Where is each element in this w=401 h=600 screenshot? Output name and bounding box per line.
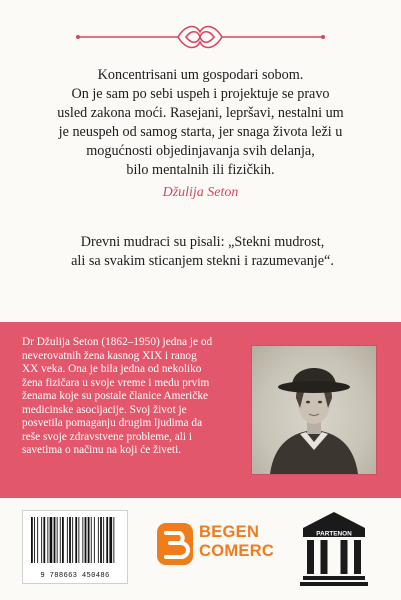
barcode-bar [67,517,68,563]
barcode-bars [23,511,127,571]
barcode-bar [60,517,61,563]
quote2-line: Drevni mudraci su pisali: „Stekni mudrost, [80,234,325,250]
barcode-bar [57,517,58,563]
barcode-bar [85,517,87,563]
quote2-line: ali sa svakim sticanjem stekni i razumevanje“. [71,253,334,270]
bio-line: reše svoje zdravstvene probleme, ali i [22,430,193,443]
barcode-bar [91,517,92,563]
main-quote [20,66,381,181]
begen-logo-icon [156,522,194,566]
isbn-barcode [22,510,128,584]
partenon-logo [297,510,371,588]
decorative-ornament [0,14,401,58]
begen-text-line2: COMERC [199,542,275,560]
bio-line: medicinske asocijacije. Svoj život je [22,403,187,416]
barcode-bar [113,517,114,563]
quote-line: je neuspeh od samog starta, jer snaga života leži u [58,124,343,141]
second-quote [30,233,375,272]
quote-line: On je sam po sebi uspeh i projektuje se pravo [71,86,330,103]
barcode-bar [54,517,56,563]
begen-comerc-logo [156,514,274,574]
barcode-bar [106,517,108,563]
author-bio [22,336,246,458]
bio-line: ženama koje su postale članice Američke [22,390,209,403]
barcode-bar [50,517,53,563]
author-portrait-photo [252,346,376,474]
barcode-bar [43,517,45,563]
bio-line: neverovatnih žena kasnog XIX i ranog [22,349,197,362]
barcode-bar [100,517,102,563]
bio-line: posvetila pomaganju drugim ljudima da [22,417,203,430]
bio-line: XX veka. Ona je bila jedna od nekoliko [22,363,202,376]
barcode-bar [37,517,38,563]
barcode-bar [103,517,104,563]
barcode-bar [31,517,33,563]
barcode-bar [94,517,95,563]
barcode-number: 9 788663 450486 [40,572,110,580]
barcode-bar [72,517,73,563]
barcode-bar [47,517,48,563]
quote-line: bilo mentalnih ili fizičkih. [126,162,275,179]
bio-line: žena fizičara u svoje vreme i medu prvim [22,376,210,389]
barcode-bar [109,517,112,563]
begen-text-line1: BEGEN [199,523,260,541]
quote-line: usled zakona moći. Rasejani, lepršavi, nestalni um [57,105,344,122]
quote-line: Koncentrisani um gospodari sobom. [97,67,304,83]
barcode-bar [98,517,99,563]
barcode-bar [69,517,71,563]
barcode-bar [75,517,77,563]
partenon-name: PARTENON [316,530,352,538]
quote-line: mogućnosti objedinjavanja svih delanja, [86,143,315,160]
portrait-icon [252,346,376,474]
barcode-bar [41,517,42,563]
barcode-bar [62,517,64,563]
barcode-bar [82,517,83,563]
bio-line: Dr Džulija Seton (1862–1950) jedna je od [22,336,213,348]
barcode-bar [88,517,90,563]
barcode-bar [34,517,35,563]
barcode-bar [78,517,79,563]
quote-author: Džulija Seton [162,185,239,200]
bio-line: savetima o načinu na koji će živeti. [22,444,182,457]
